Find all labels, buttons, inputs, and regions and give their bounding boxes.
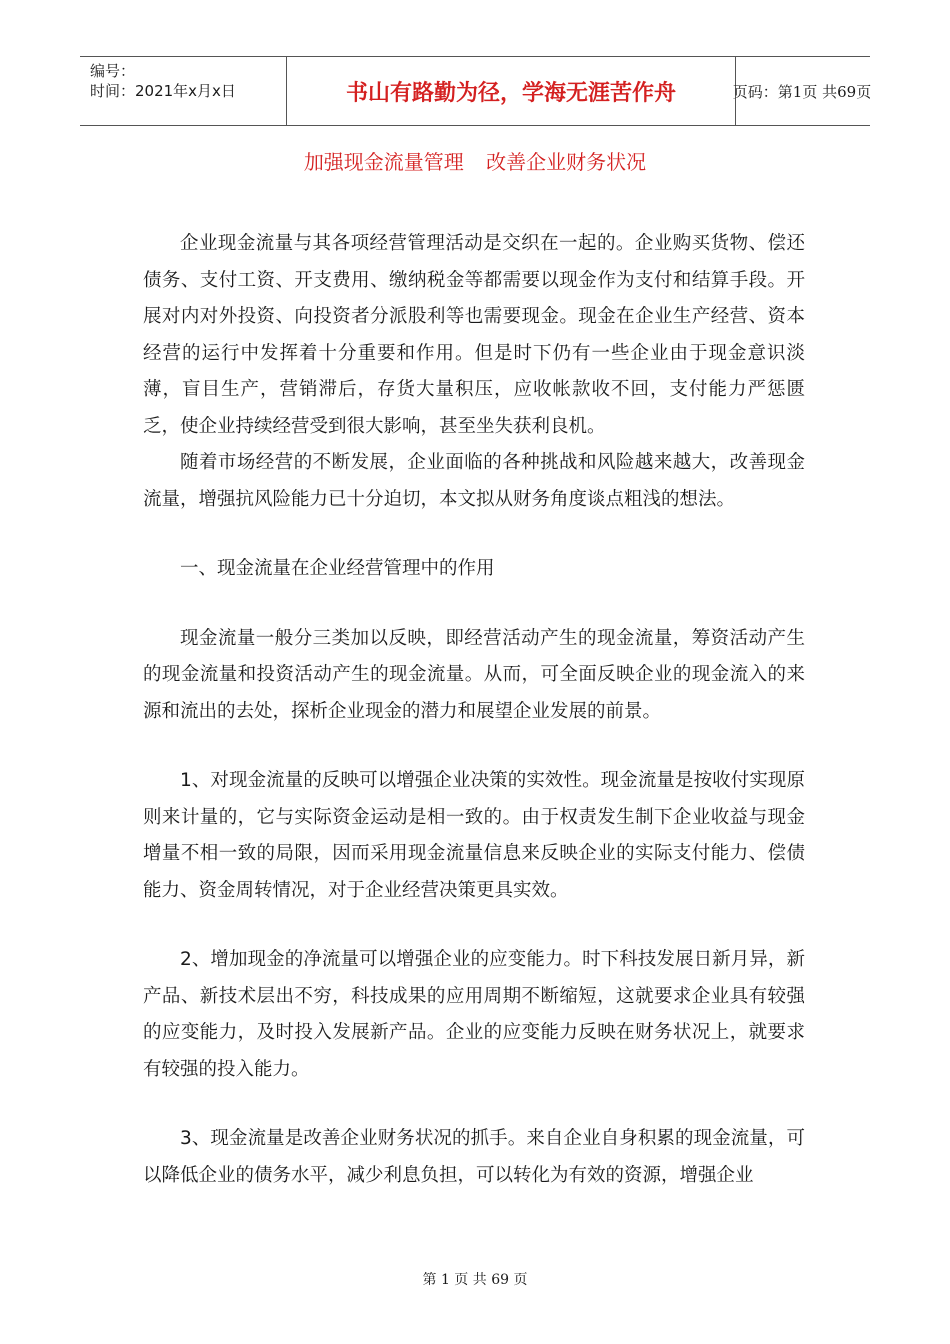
number-label: 编号： <box>90 62 136 80</box>
header-page-info: 页码：第1页 共69页 <box>732 82 872 101</box>
document-title <box>0 146 950 175</box>
page-footer: 第 1 页 共 69 页 <box>422 1272 528 1288</box>
title-part-1: 加强现金流量管理 <box>303 150 464 174</box>
page-header <box>80 56 870 126</box>
header-page-cell <box>734 57 870 125</box>
paragraph-2: 随着市场经营的不断发展，企业面临的各种挑战和风险越来越大，改善现金流量，增强抗风险能力已十分迫切，本文拟从财务角度谈点粗浅的想法。 <box>143 452 805 510</box>
document-body <box>143 226 805 1194</box>
paragraph-1: 企业现金流量与其各项经营管理活动是交织在一起的。企业购买货物、偿还债务、支付工资、开支费用、缴纳税金等都需要以现金作为支付和结算手段。开展对内对外投资、向投资者分派股利等也需要现金。现金在企业生产经营、资本经营的运行中发挥着十分重要和作用。但是时下仍有一些企业由于现金意识淡薄，盲目生产，营销滞后，存货大量积压，应收帐款收不回，支付能力严惩匮乏，使企业持续经营受到很大影响，甚至坐失获利良机。 <box>143 233 805 437</box>
paragraph-5: 2、增加现金的净流量可以增强企业的应变能力。时下科技发展日新月异，新产品、新技术层出不穷，科技成果的应用周期不断缩短，这就要求企业具有较强的应变能力，及时投入发展新产品。企业的应变能力反映在财务状况上，就要求有较强的投入能力。 <box>143 949 805 1080</box>
time-label: 时间：2021年x月x日 <box>90 82 236 100</box>
title-part-2: 改善企业财务状况 <box>486 150 647 174</box>
paragraph-6: 3、现金流量是改善企业财务状况的抓手。来自企业自身积累的现金流量，可以降低企业的债务水平，减少利息负担，可以转化为有效的资源，增强企业 <box>143 1128 805 1186</box>
header-motto-cell <box>286 57 736 125</box>
motto-text: 书山有路勤为径，学海无涯苦作舟 <box>345 79 676 106</box>
section-heading-1: 一、现金流量在企业经营管理中的作用 <box>180 558 495 579</box>
header-meta <box>80 57 286 125</box>
paragraph-4: 1、对现金流量的反映可以增强企业决策的实效性。现金流量是按收付实现原则来计量的，它与实际资金运动是相一致的。由于权责发生制下企业收益与现金增量不相一致的局限，因而采用现金流量信息来反映企业的实际支付能力、偿债能力、资金周转情况，对于企业经营决策更具实效。 <box>143 770 805 901</box>
paragraph-3: 现金流量一般分三类加以反映，即经营活动产生的现金流量，筹资活动产生的现金流量和投资活动产生的现金流量。从而，可全面反映企业的现金流入的来源和流出的去处，探析企业现金的潜力和展望企业发展的前景。 <box>143 627 805 722</box>
